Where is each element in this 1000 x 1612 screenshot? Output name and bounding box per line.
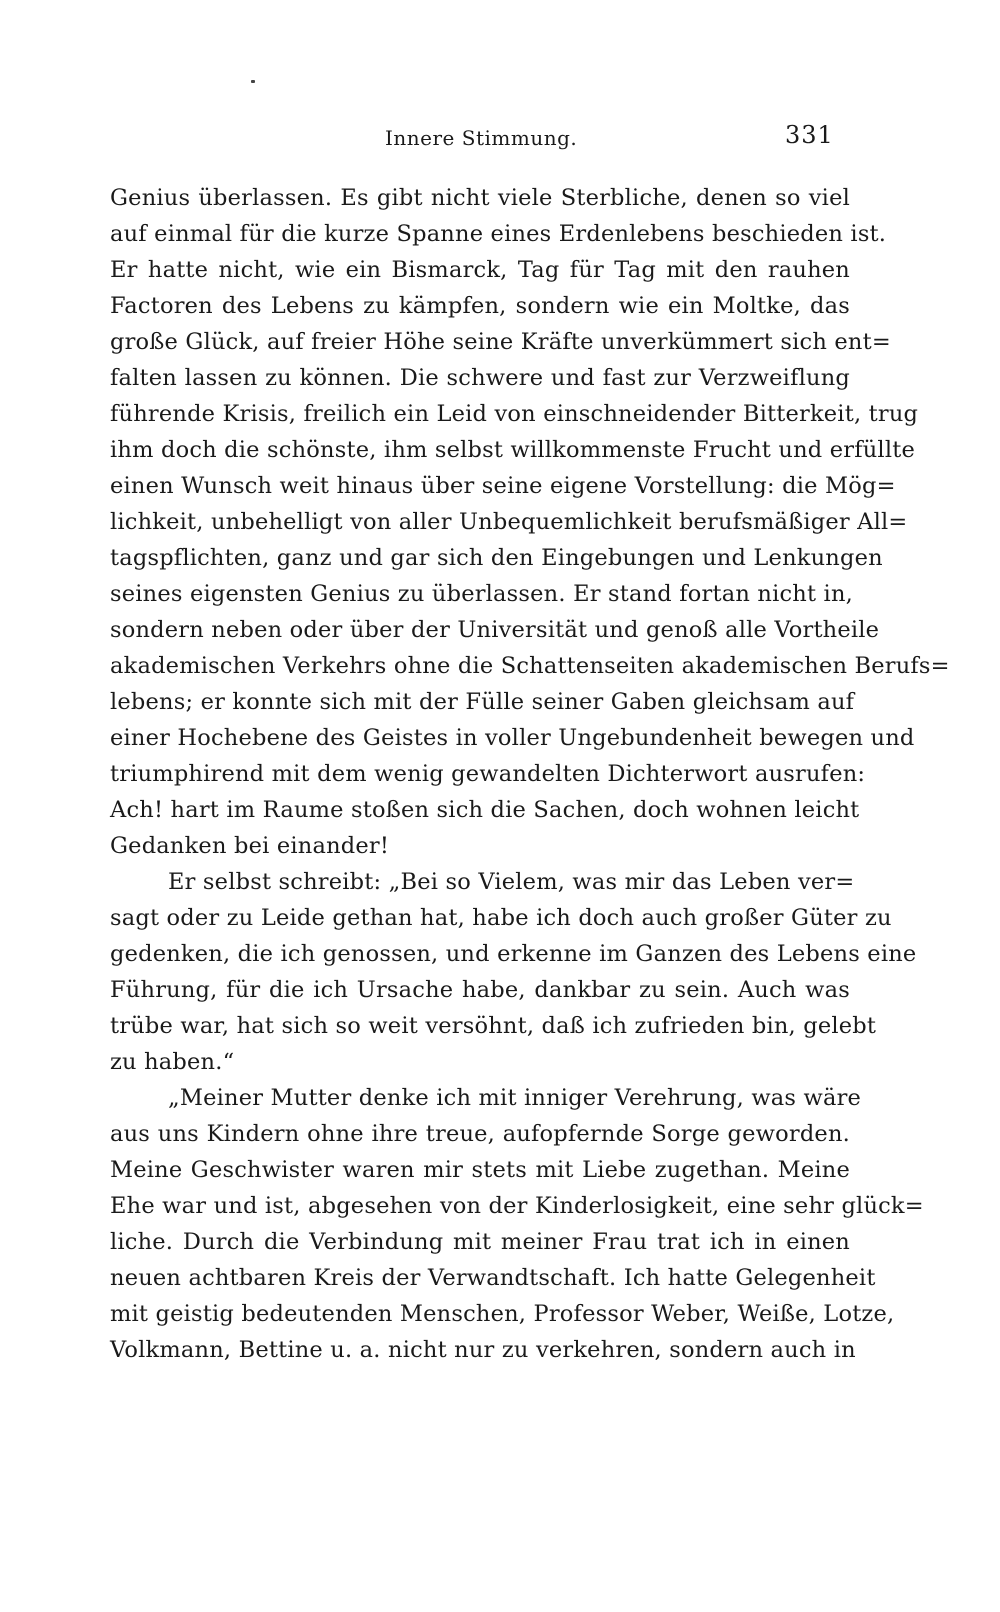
text-line: große Glück, auf freier Höhe seine Kräfte unverkümmert sich ent= [110,329,891,355]
text-line: Gedanken bei einander! [110,833,390,859]
text-line: einen Wunsch weit hinaus über seine eigene Vorstellung: die Mög= [110,473,896,499]
text-line: zu haben.“ [110,1049,235,1075]
text-line: aus uns Kindern ohne ihre treue, aufopfernde Sorge geworden. [110,1121,850,1147]
text-line: lebens; er konnte sich mit der Fülle seiner Gaben gleichsam auf [110,689,855,715]
print-speck [251,80,255,83]
text-line: seines eigensten Genius zu überlassen. Er stand fortan nicht in, [110,581,853,607]
running-head: Innere Stimmung. [385,126,578,150]
text-line: neuen achtbaren Kreis der Verwandtschaft. Ich hatte Gelegenheit [110,1265,876,1291]
text-line: gedenken, die ich genossen, und erkenne im Ganzen des Lebens eine [110,941,917,967]
text-line: akademischen Verkehrs ohne die Schattenseiten akademischen Berufs= [110,653,950,679]
text-line: Meine Geschwister waren mir stets mit Liebe zugethan. Meine [110,1157,850,1183]
text-line: Ach! hart im Raume stoßen sich die Sachen, doch wohnen leicht [110,797,860,823]
body-text [110,180,950,1368]
text-line: mit geistig bedeutenden Menschen, Professor Weber, Weiße, Lotze, [110,1301,895,1327]
text-line: Führung, für die ich Ursache habe, dankbar zu sein. Auch was [110,977,850,1003]
text-line: Ehe war und ist, abgesehen von der Kinderlosigkeit, eine sehr glück= [110,1193,924,1219]
text-line: trübe war, hat sich so weit versöhnt, daß ich zufrieden bin, gelebt [110,1013,877,1039]
text-line: sagt oder zu Leide gethan hat, habe ich doch auch großer Güter zu [110,905,892,931]
text-line: „Meiner Mutter denke ich mit inniger Verehrung, was wäre [168,1085,862,1111]
text-line: tagspflichten, ganz und gar sich den Eingebungen und Lenkungen [110,545,883,571]
page-number: 331 [785,121,834,149]
text-line: sondern neben oder über der Universität und genoß alle Vortheile [110,617,880,643]
text-line: lichkeit, unbehelligt von aller Unbequemlichkeit berufsmäßiger All= [110,509,908,535]
text-line: triumphirend mit dem wenig gewandelten Dichterwort ausrufen: [110,761,866,787]
text-line: ihm doch die schönste, ihm selbst willkommenste Frucht und erfüllte [110,437,915,463]
text-line: falten lassen zu können. Die schwere und fast zur Verzweiflung [110,365,850,391]
text-line: führende Krisis, freilich ein Leid von einschneidender Bitterkeit, trug [110,401,919,427]
text-line: Er selbst schreibt: „Bei so Vielem, was mir das Leben ver= [168,869,855,895]
text-line: Factoren des Lebens zu kämpfen, sondern wie ein Moltke, das [110,293,850,319]
text-line: Er hatte nicht, wie ein Bismarck, Tag für Tag mit den rauhen [110,257,850,283]
text-line: Genius überlassen. Es gibt nicht viele Sterbliche, denen so viel [110,185,850,211]
text-line: Volkmann, Bettine u. a. nicht nur zu verkehren, sondern auch in [110,1337,856,1363]
text-line: einer Hochebene des Geistes in voller Ungebundenheit bewegen und [110,725,915,751]
text-line: auf einmal für die kurze Spanne eines Erdenlebens beschieden ist. [110,221,887,247]
text-line: liche. Durch die Verbindung mit meiner Frau trat ich in einen [110,1229,850,1255]
